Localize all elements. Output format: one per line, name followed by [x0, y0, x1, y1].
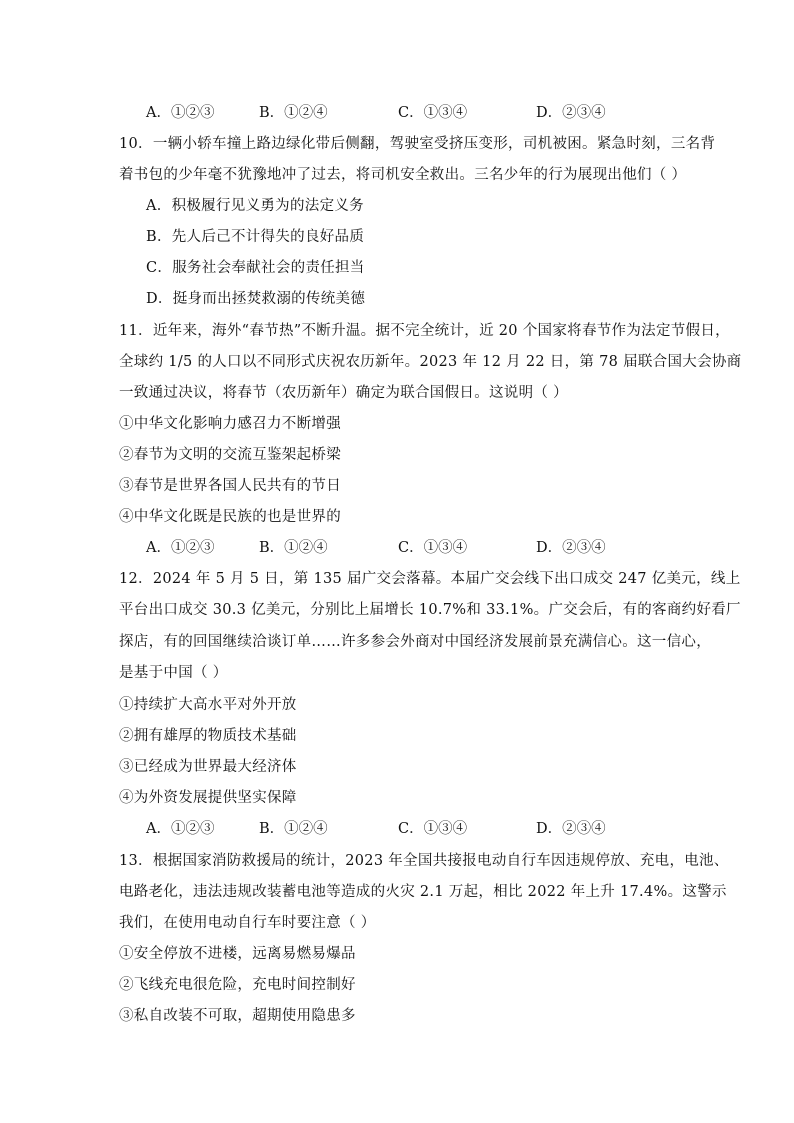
q13-stem-line-2: 电路老化，违法违规改装蓄电池等造成的火灾 2.1 万起，相比 2022 年上升 17.4%。这警示	[119, 884, 727, 900]
q13-item-1: ①安全停放不进楼，远离易燃易爆品	[119, 946, 356, 962]
q9-option-a[interactable]: A．①②③	[146, 105, 215, 121]
q12-option-c[interactable]: C．①③④	[398, 821, 468, 837]
q11-option-a[interactable]: A．①②③	[146, 540, 215, 556]
q12-stem-line-3: 探店，有的回国继续洽谈订单……许多参会外商对中国经济发展前景充满信心。这一信心，	[119, 634, 711, 650]
q10-stem-line-2: 着书包的少年毫不犹豫地冲了过去，将司机安全救出。三名少年的行为展现出他们（ ）	[119, 167, 687, 183]
q9-option-c[interactable]: C．①③④	[398, 105, 468, 121]
q11-item-2: ②春节为文明的交流互鉴架起桥梁	[119, 447, 341, 463]
q11-item-3: ③春节是世界各国人民共有的节日	[119, 478, 341, 494]
q12-option-b[interactable]: B．①②④	[259, 821, 328, 837]
q10-choice-a[interactable]: A．积极履行见义勇为的法定义务	[146, 198, 364, 214]
q12-item-2: ②拥有雄厚的物质技术基础	[119, 728, 297, 744]
q9-option-b[interactable]: B．①②④	[259, 105, 328, 121]
q11-option-d[interactable]: D．②③④	[536, 540, 606, 556]
q11-option-b[interactable]: B．①②④	[259, 540, 328, 556]
q12-item-3: ③已经成为世界最大经济体	[119, 759, 297, 775]
q11-stem-line-3: 一致通过决议，将春节（农历新年）确定为联合国假日。这说明（ ）	[119, 385, 568, 401]
q12-stem-line-2: 平台出口成交 30.3 亿美元，分别比上届增长 10.7%和 33.1%。广交会后，有的客商约好看厂	[119, 602, 741, 618]
q13-stem-line-3: 我们，在使用电动自行车时要注意（ ）	[119, 915, 376, 931]
q13-stem-line-1: 13．根据国家消防救援局的统计，2023 年全国共接报电动自行车因违规停放、充电，电池、	[119, 853, 729, 869]
q11-option-c[interactable]: C．①③④	[398, 540, 468, 556]
q12-option-d[interactable]: D．②③④	[536, 821, 606, 837]
q10-stem-line-1: 10．一辆小轿车撞上路边绿化带后侧翻，驾驶室受挤压变形，司机被困。紧急时刻，三名背	[119, 136, 716, 152]
q11-stem-line-2: 全球约 1/5 的人口以不同形式庆祝农历新年。2023 年 12 月 22 日，第 78 届联合国大会协商	[119, 354, 742, 370]
q12-option-a[interactable]: A．①②③	[146, 821, 215, 837]
q12-item-1: ①持续扩大高水平对外开放	[119, 697, 297, 713]
q11-stem-line-1: 11．近年来，海外“春节热”不断升温。据不完全统计，近 20 个国家将春节作为法定节假日，	[119, 323, 730, 339]
q11-item-4: ④中华文化既是民族的也是世界的	[119, 509, 341, 525]
q13-item-3: ③私自改装不可取，超期使用隐患多	[119, 1008, 356, 1024]
q9-option-d[interactable]: D．②③④	[536, 105, 606, 121]
q10-choice-c[interactable]: C．服务社会奉献社会的责任担当	[146, 260, 365, 276]
q10-choice-b[interactable]: B．先人后己不计得失的良好品质	[146, 229, 365, 245]
q12-item-4: ④为外资发展提供坚实保障	[119, 790, 297, 806]
q10-choice-d[interactable]: D．挺身而出拯焚救溺的传统美德	[146, 291, 366, 307]
q13-item-2: ②飞线充电很危险，充电时间控制好	[119, 977, 356, 993]
q11-item-1: ①中华文化影响力感召力不断增强	[119, 416, 341, 432]
q12-stem-line-4: 是基于中国（ ）	[119, 665, 228, 681]
q12-stem-line-1: 12．2024 年 5 月 5 日，第 135 届广交会落幕。本届广交会线下出口成交 247 亿美元，线上	[119, 571, 741, 587]
